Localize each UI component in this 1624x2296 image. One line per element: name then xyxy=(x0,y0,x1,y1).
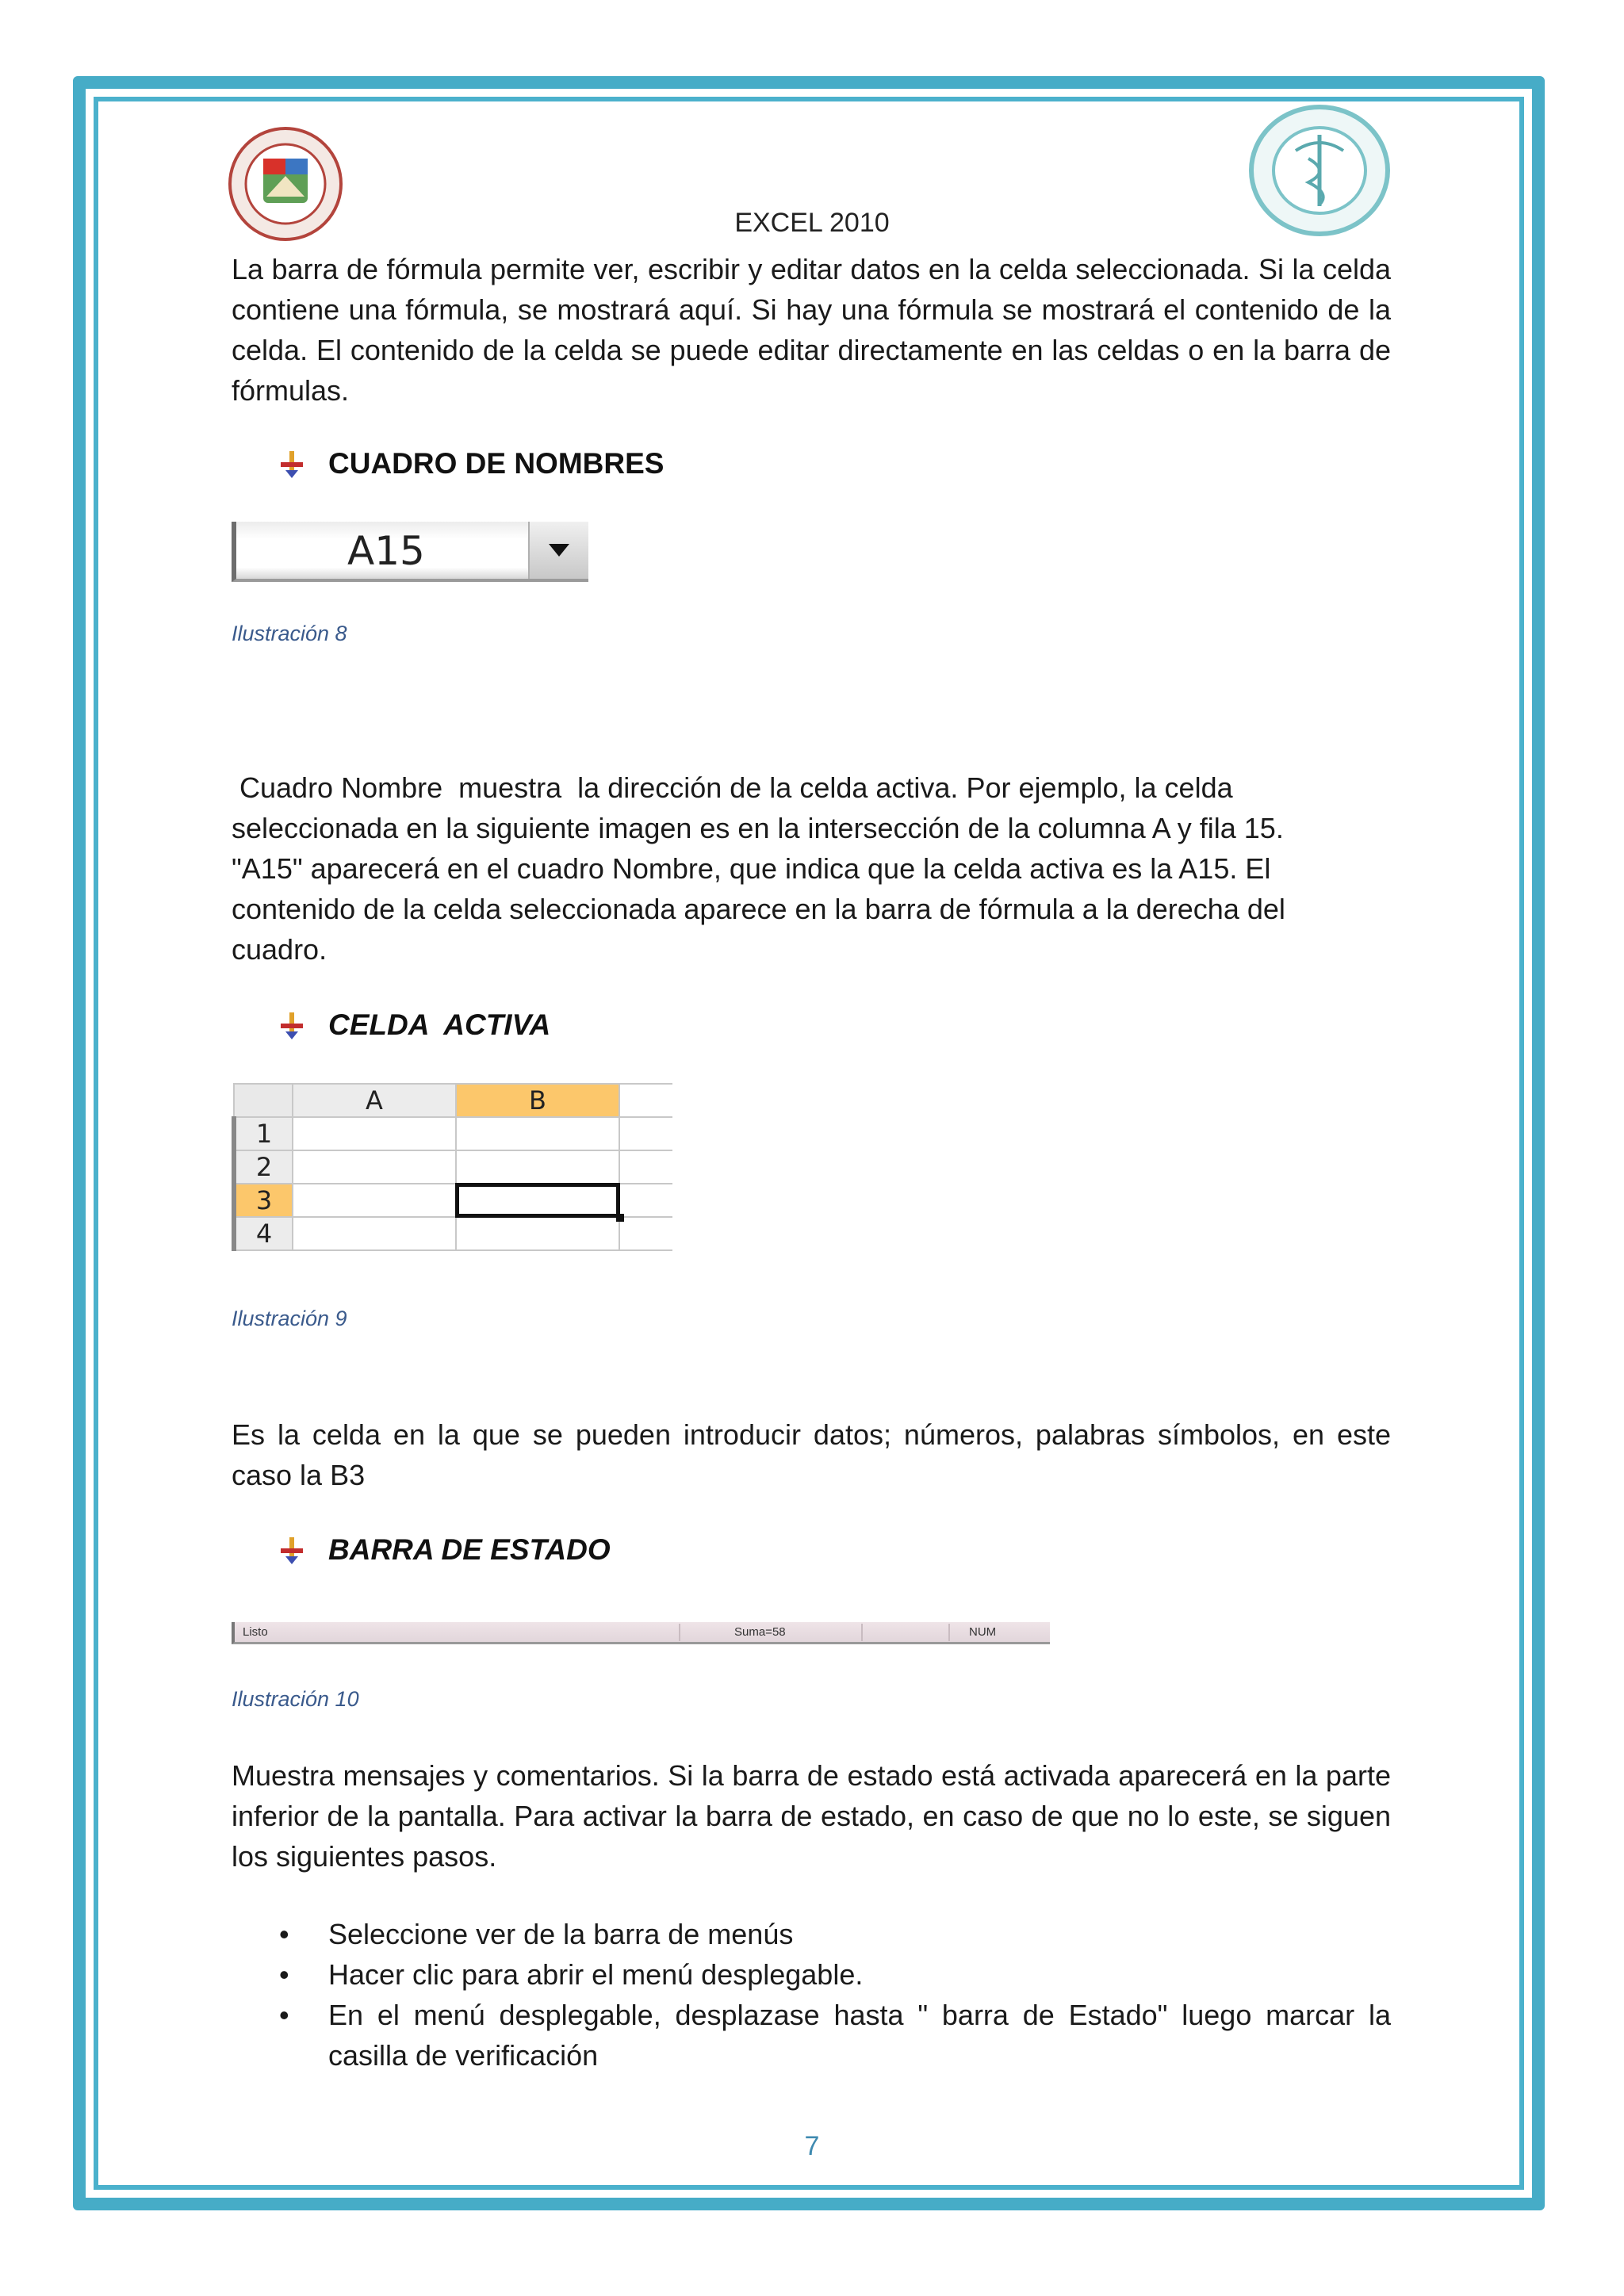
cross-arrow-bullet-icon xyxy=(279,1009,304,1041)
fill-handle[interactable] xyxy=(616,1214,624,1222)
cell-c3[interactable] xyxy=(619,1184,672,1217)
cross-arrow-bullet-icon xyxy=(279,1534,304,1566)
list-item: • Seleccione ver de la barra de menús xyxy=(279,1918,794,1950)
row-header-3[interactable]: 3 xyxy=(234,1184,293,1217)
caption-ilustracion-10: Ilustración 10 xyxy=(232,1687,359,1711)
column-header-b[interactable]: B xyxy=(456,1084,619,1117)
header-title: EXCEL 2010 xyxy=(734,208,890,238)
cell-a4[interactable] xyxy=(293,1217,456,1250)
status-divider xyxy=(861,1624,863,1641)
heading-celda-activa: CELDA ACTIVA xyxy=(279,1008,550,1042)
status-divider xyxy=(948,1624,950,1641)
row-header-1[interactable]: 1 xyxy=(234,1117,293,1150)
cross-arrow-bullet-icon xyxy=(279,448,304,480)
heading-cuadro-de-nombres: CUADRO DE NOMBRES xyxy=(279,447,664,480)
status-num: NUM xyxy=(969,1625,997,1639)
list-item: • En el menú desplegable, desplazase hasta " barra de Estado" luego marcar la casilla de verificación xyxy=(279,1999,1391,2072)
status-divider xyxy=(679,1624,680,1641)
page-number: 7 xyxy=(804,2131,820,2161)
grid-corner[interactable] xyxy=(234,1084,293,1117)
paragraph-celda-activa: Es la celda en la que se pueden introducir datos; números, palabras símbolos, en este caso la B3 xyxy=(232,1418,1391,1491)
paragraph-barra-de-estado: Muestra mensajes y comentarios. Si la barra de estado está activada aparecerá en la parte inferior de la pantalla. Para activar la barra de estado, en caso de que no lo este, se siguen los siguientes pasos. xyxy=(232,1759,1391,1873)
cell-a2[interactable] xyxy=(293,1150,456,1184)
paragraph-cuadro-nombre: Cuadro Nombre muestra la dirección de la celda activa. Por ejemplo, la celda seleccionada en la siguiente imagen es en la intersección de la columna A y fila 15. "A15" aparecerá en el cuadro Nombre, que indica que la celda activa es la A15. El contenido de la celda seleccionada aparece en la barra de fórmula a la derecha del cuadro. xyxy=(232,771,1285,966)
cell-c1[interactable] xyxy=(619,1117,672,1150)
column-header-a[interactable]: A xyxy=(293,1084,456,1117)
active-cell-b3[interactable] xyxy=(456,1184,619,1217)
name-box-value: A15 xyxy=(347,528,425,574)
column-header-partial xyxy=(619,1084,672,1117)
name-box[interactable] xyxy=(232,522,588,582)
cell-c2[interactable] xyxy=(619,1150,672,1184)
caption-ilustracion-9: Ilustración 9 xyxy=(232,1307,347,1330)
status-bar xyxy=(232,1622,1050,1644)
cell-b4[interactable] xyxy=(456,1217,619,1250)
triangle-down-icon xyxy=(549,544,569,557)
steps-list xyxy=(279,1914,1391,2076)
cell-b1[interactable] xyxy=(456,1117,619,1150)
cell-a1[interactable] xyxy=(293,1117,456,1150)
caption-ilustracion-8: Ilustración 8 xyxy=(232,622,347,645)
spreadsheet-grid xyxy=(232,1083,672,1251)
cell-c4[interactable] xyxy=(619,1217,672,1250)
name-box-dropdown-button[interactable] xyxy=(528,522,588,579)
paragraph-formula-bar: La barra de fórmula permite ver, escribir y editar datos en la celda seleccionada. Si la celda contiene una fórmula, se mostrará aquí. Si hay una fórmula se mostrará el contenido de la celda. El contenido de la celda se puede editar directamente en las celdas o en la barra de fórmulas. xyxy=(232,253,1391,407)
cell-a3[interactable] xyxy=(293,1184,456,1217)
row-header-4[interactable]: 4 xyxy=(234,1217,293,1250)
status-ready: Listo xyxy=(243,1625,268,1639)
row-header-2[interactable]: 2 xyxy=(234,1150,293,1184)
list-item: • Hacer clic para abrir el menú desplegable. xyxy=(279,1958,864,1991)
heading-barra-de-estado: BARRA DE ESTADO xyxy=(279,1533,611,1567)
cell-b2[interactable] xyxy=(456,1150,619,1184)
status-sum: Suma=58 xyxy=(734,1625,786,1639)
